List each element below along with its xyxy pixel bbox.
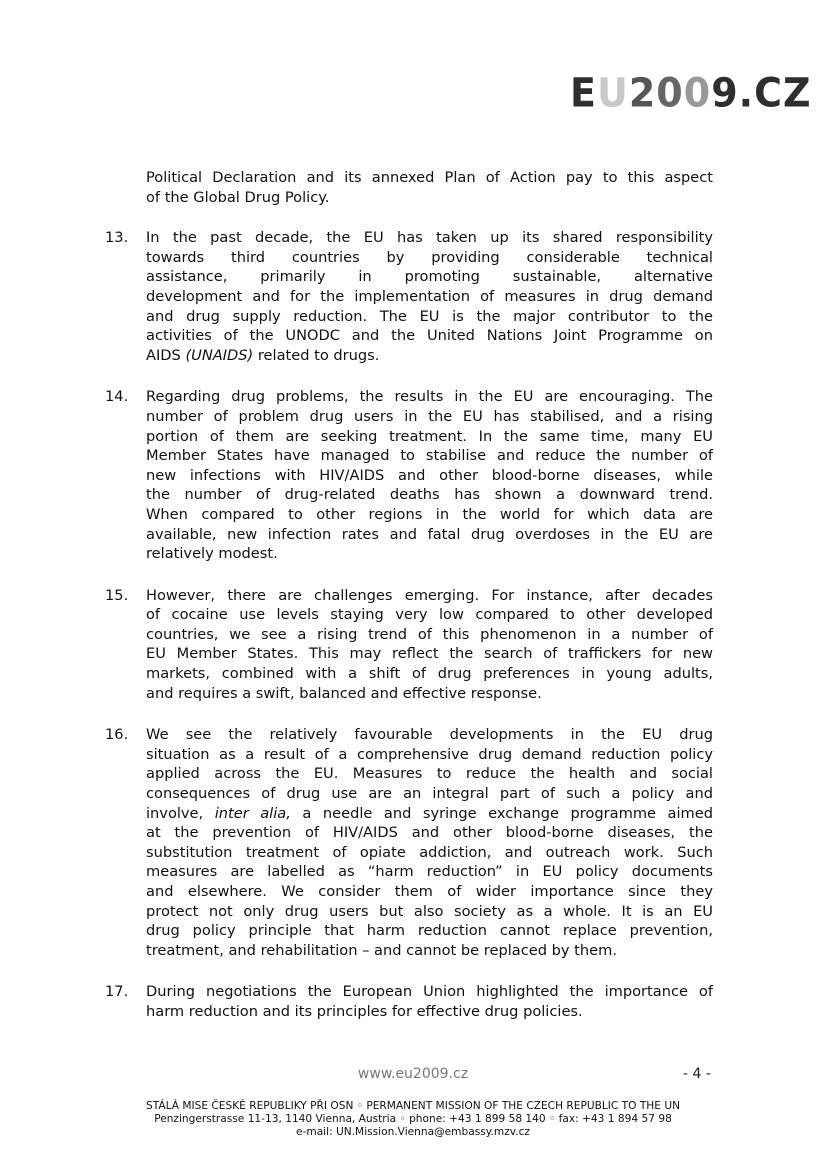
paragraph-number: 13. [105, 229, 129, 247]
paragraph-line: number of problem drug users in the EU has stabilised, and a rising [146, 407, 713, 425]
numbered-paragraph [105, 725, 713, 960]
paragraph-line: consequences of drug use are an integral part of such a policy and [146, 785, 713, 803]
paragraph-line: portion of them are seeking treatment. In the same time, many EU [146, 427, 713, 445]
paragraph-line: relatively modest. [146, 545, 278, 563]
numbered-paragraph [105, 228, 713, 365]
paragraph-line: countries, we see a rising trend of this phenomenon in a number of [146, 625, 713, 643]
numbered-paragraph [105, 387, 713, 563]
text-segment: a needle and syringe exchange programme aimed [290, 804, 713, 822]
mission-line: STÁLÁ MISE ČESKÉ REPUBLIKY PŘI OSN ◦ PERMANENT MISSION OF THE CZECH REPUBLIC TO THE UN [145, 1100, 681, 1112]
paragraph-line: When compared to other regions in the world for which data are [146, 505, 713, 523]
paragraph-line: However, there are challenges emerging. For instance, after decades [146, 586, 713, 604]
page-number: - 4 - [683, 1066, 711, 1082]
paragraph-number: 15. [105, 586, 129, 604]
paragraph-line: of cocaine use levels staying very low compared to other developed [146, 606, 713, 624]
paragraph-line: During negotiations the European Union highlighted the importance of [146, 983, 713, 1001]
paragraph-line: assistance, primarily in promoting sustainable, alternative [146, 268, 713, 286]
email-line: e-mail: UN.Mission.Vienna@embassy.mzv.cz [296, 1126, 530, 1138]
paragraph-line: substitution treatment of opiate addiction, and outreach work. Such [146, 843, 713, 861]
paragraph-line: available, new infection rates and fatal drug overdoses in the EU are [146, 525, 713, 543]
paragraph-line [146, 804, 713, 824]
paragraph-line: of the Global Drug Policy. [146, 188, 330, 206]
paragraph-line: markets, combined with a shift of drug preferences in young adults, [146, 665, 713, 683]
paragraph-line: measures are labelled as “harm reduction” in EU policy documents [146, 863, 713, 881]
paragraph-line: and drug supply reduction. The EU is the major contributor to the [146, 307, 713, 325]
paragraph-line: applied across the EU. Measures to reduce the health and social [146, 765, 713, 783]
paragraph-line: new infections with HIV/AIDS and other blood-borne diseases, while [146, 466, 713, 484]
paragraph-line: EU Member States. This may reflect the search of traffickers for new [146, 645, 713, 663]
paragraph-line: the number of drug-related deaths has shown a downward trend. [146, 486, 713, 504]
numbered-paragraph [105, 168, 713, 207]
paragraph-line: We see the relatively favourable developments in the EU drug [146, 726, 713, 744]
paragraph-line: Political Declaration and its annexed Plan of Action pay to this aspect [146, 169, 713, 186]
paragraph-line: development and for the implementation of measures in drug demand [146, 287, 713, 305]
text-segment: involve, [146, 804, 215, 822]
paragraph-line: protect not only drug users but also society as a whole. It is an EU [146, 902, 713, 920]
paragraph-line: Member States have managed to stabilise and reduce the number of [146, 447, 713, 465]
paragraph-line: drug policy principle that harm reduction cannot replace prevention, [146, 922, 713, 940]
paragraph-number: 16. [105, 726, 129, 744]
italic-text: (UNAIDS) [185, 346, 254, 364]
italic-text: inter alia, [214, 804, 291, 822]
paragraph-line: In the past decade, the EU has taken up its shared responsibility [146, 229, 713, 247]
footer-url[interactable]: www.eu2009.cz [357, 1066, 469, 1082]
numbered-paragraph [105, 586, 713, 704]
paragraph-number: 17. [105, 983, 129, 1001]
paragraph-line: activities of the UNODC and the United Nations Joint Programme on [146, 327, 713, 345]
paragraph-line: and elsewhere. We consider them of wider importance since they [146, 883, 713, 900]
numbered-paragraph [105, 982, 713, 1021]
text-segment: AIDS [146, 346, 186, 364]
paragraph-line: treatment, and rehabilitation – and cannot be replaced by them. [146, 941, 617, 959]
paragraph-line: and requires a swift, balanced and effective response. [146, 684, 542, 702]
address-line: Penzingerstrasse 11-13, 1140 Vienna, Austria ◦ phone: +43 1 899 58 140 ◦ fax: +43 1 894 57 98 [154, 1113, 672, 1125]
eu2009-logo: EU2009.CZ [570, 69, 812, 117]
paragraph-line [146, 346, 713, 366]
paragraph-number: 14. [105, 388, 129, 406]
document-body [105, 168, 713, 1044]
paragraph-line: towards third countries by providing considerable technical [146, 248, 713, 266]
paragraph-line: at the prevention of HIV/AIDS and other blood-borne diseases, the [146, 824, 713, 842]
text-segment: related to drugs. [253, 346, 380, 364]
footer-info [0, 1100, 826, 1139]
paragraph-line: harm reduction and its principles for effective drug policies. [146, 1002, 583, 1020]
paragraph-line: Regarding drug problems, the results in the EU are encouraging. The [146, 388, 713, 406]
paragraph-line: situation as a result of a comprehensive drug demand reduction policy [146, 745, 713, 763]
